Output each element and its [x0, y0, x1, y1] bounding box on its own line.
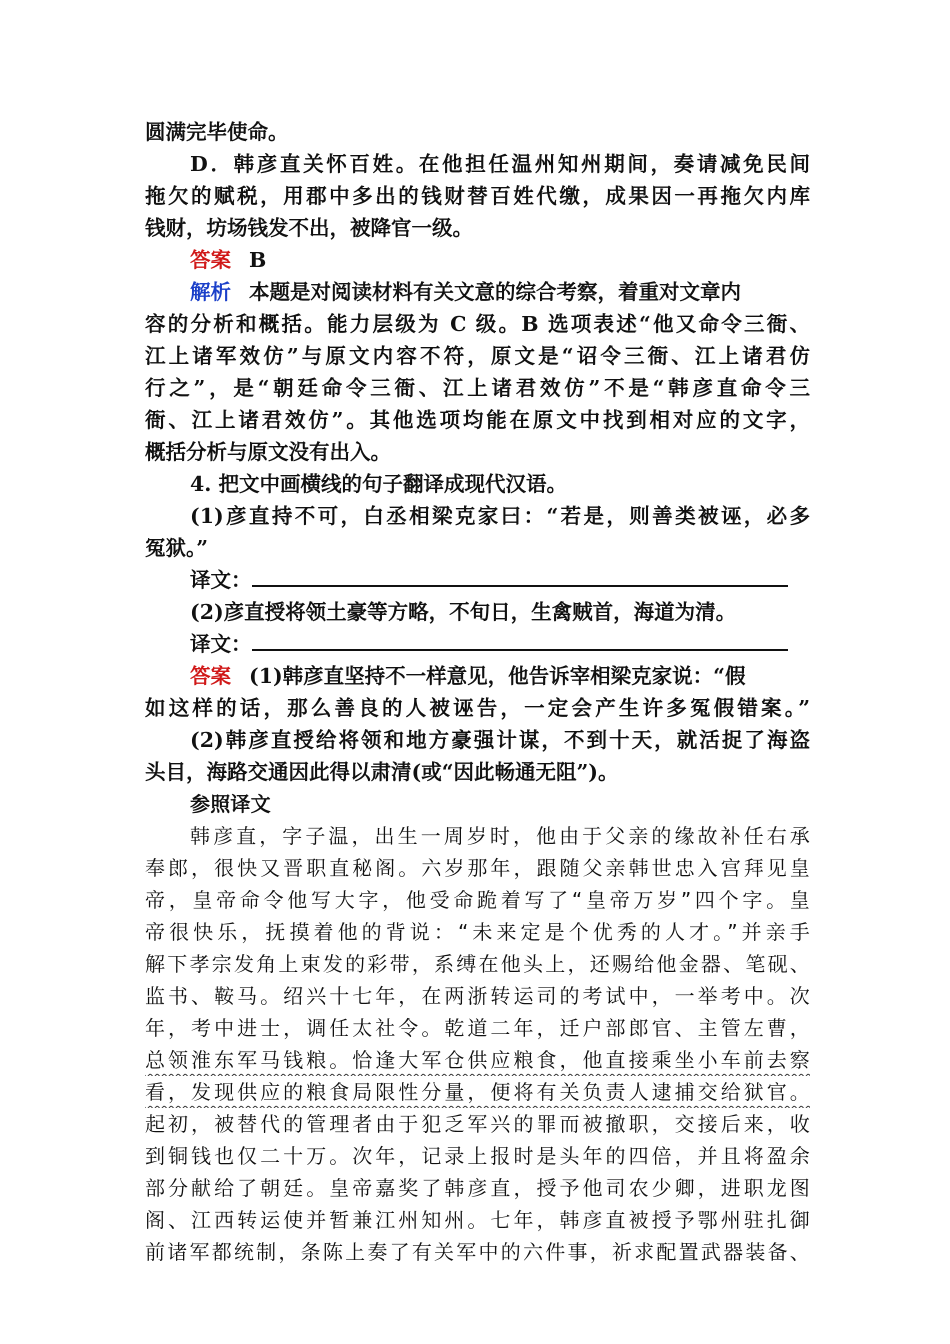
- reference-line: 监书、鞍马。绍兴十七年，在两浙转运司的考试中，一举考中。次: [145, 984, 810, 1008]
- reference-line: 解下孝宗发角上束发的彩带，系缚在他头上，还赐给他金器、笔砚、: [145, 952, 810, 976]
- q3-analysis-line: 行之”，是“朝廷命令三衙、江上诸君效仿”不是“韩彦直命令三: [145, 376, 810, 400]
- reference-line: 帝很快乐，抚摸着他的背说：“未来定是个优秀的人才。”并亲手: [145, 920, 810, 944]
- q4-answer-line: (2)韩彦直授给将领和地方豪强计谋，不到十天，就活捉了海盗: [190, 728, 810, 752]
- translation-blank-1: [190, 564, 810, 596]
- q3-analysis-line: 概括分析与原文没有出入。: [145, 440, 391, 464]
- q3-analysis-line: 江上诸军效仿”与原文内容不符，原文是“诏令三衙、江上诸君仿: [145, 344, 810, 368]
- option-d-line: 钱财，坊场钱发不出，被降官一级。: [145, 216, 473, 240]
- q4-sentence-2: (2)彦直授将领土豪等方略，不旬日，生禽贼首，海道为清。: [190, 600, 737, 624]
- answer-label: 答案: [190, 664, 231, 688]
- reference-line: 起初，被替代的管理者由于犯乏军兴的罪而被撤职，交接后来，收: [145, 1112, 810, 1136]
- q3-analysis-line: 容的分析和概括。能力层级为 C 级。B 选项表述“他又命令三衙、: [145, 312, 810, 336]
- reference-line: 帝，皇帝命令他写大字，他受命跪着写了“皇帝万岁”四个字。皇: [145, 888, 810, 912]
- option-d-line: D．韩彦直关怀百姓。在他担任温州知州期间，奏请减免民间: [190, 152, 810, 176]
- reference-line: 部分献给了朝廷。皇帝嘉奖了韩彦直，授予他司农少卿，进职龙图: [145, 1176, 810, 1200]
- q4-sentence-1-cont: 冤狱。”: [145, 536, 209, 560]
- analysis-label: 解析: [190, 280, 231, 304]
- q3-analysis-line: 解析 本题是对阅读材料有关文意的综合考察，着重对文章内: [190, 280, 741, 304]
- reference-line: 奉郎，很快又晋职直秘阁。六岁那年，跟随父亲韩世忠入宫拜见皇: [145, 856, 810, 880]
- reference-line: 看，发现供应的粮食局限性分量，便将有关负责人逮捕交给狱官。: [145, 1080, 810, 1104]
- translation-blank-2: [190, 628, 810, 660]
- q3-answer: [190, 244, 810, 276]
- reference-line: 年，考中进士，调任太社令。乾道二年，迁户部郎官、主管左曹，: [145, 1016, 810, 1040]
- q4-answer-line: 头目，海路交通因此得以肃清(或“因此畅通无阻”)。: [145, 760, 619, 784]
- translation-label: 译文：: [190, 568, 252, 592]
- reference-line: 总领淮东军马钱粮。恰逢大军仓供应粮食，他直接乘坐小车前去察: [145, 1048, 810, 1072]
- q3-analysis-line: 衙、江上诸君效仿”。其他选项均能在原文中找到相对应的文字，: [145, 408, 810, 432]
- q4-stem: 4. 把文中画横线的句子翻译成现代汉语。: [190, 472, 568, 496]
- reference-line: 阁、江西转运使并暂兼江州知州。七年，韩彦直被授予鄂州驻扎御: [145, 1208, 810, 1232]
- answer-label: 答案: [190, 248, 231, 272]
- reference-line: 前诸军都统制，条陈上奏了有关军中的六件事，祈求配置武器装备、: [145, 1240, 810, 1264]
- q4-answer-line: 如这样的话，那么善良的人被诬告，一定会产生许多冤假错案。”: [145, 696, 810, 720]
- reference-line: 到铜钱也仅二十万。次年，记录上报时是头年的四倍，并且将盈余: [145, 1144, 810, 1168]
- answer-blank[interactable]: [252, 633, 788, 651]
- q4-sentence-1: (1)彦直持不可，白丞相梁克家曰：“若是，则善类被诬，必多: [190, 504, 810, 528]
- translation-label: 译文：: [190, 632, 252, 656]
- option-d-tail: 圆满完毕使命。: [145, 120, 289, 144]
- q4-answer-line: 答案 (1)韩彦直坚持不一样意见，他告诉宰相梁克家说：“假: [190, 664, 746, 688]
- answer-blank[interactable]: [252, 569, 788, 587]
- reference-title: 参照译文: [190, 792, 271, 816]
- answer-value: B: [249, 248, 267, 272]
- reference-line: 韩彦直，字子温，出生一周岁时，他由于父亲的缘故补任右承: [190, 824, 810, 848]
- option-d-line: 拖欠的赋税，用郡中多出的钱财替百姓代缴，成果因一再拖欠内库: [145, 184, 810, 208]
